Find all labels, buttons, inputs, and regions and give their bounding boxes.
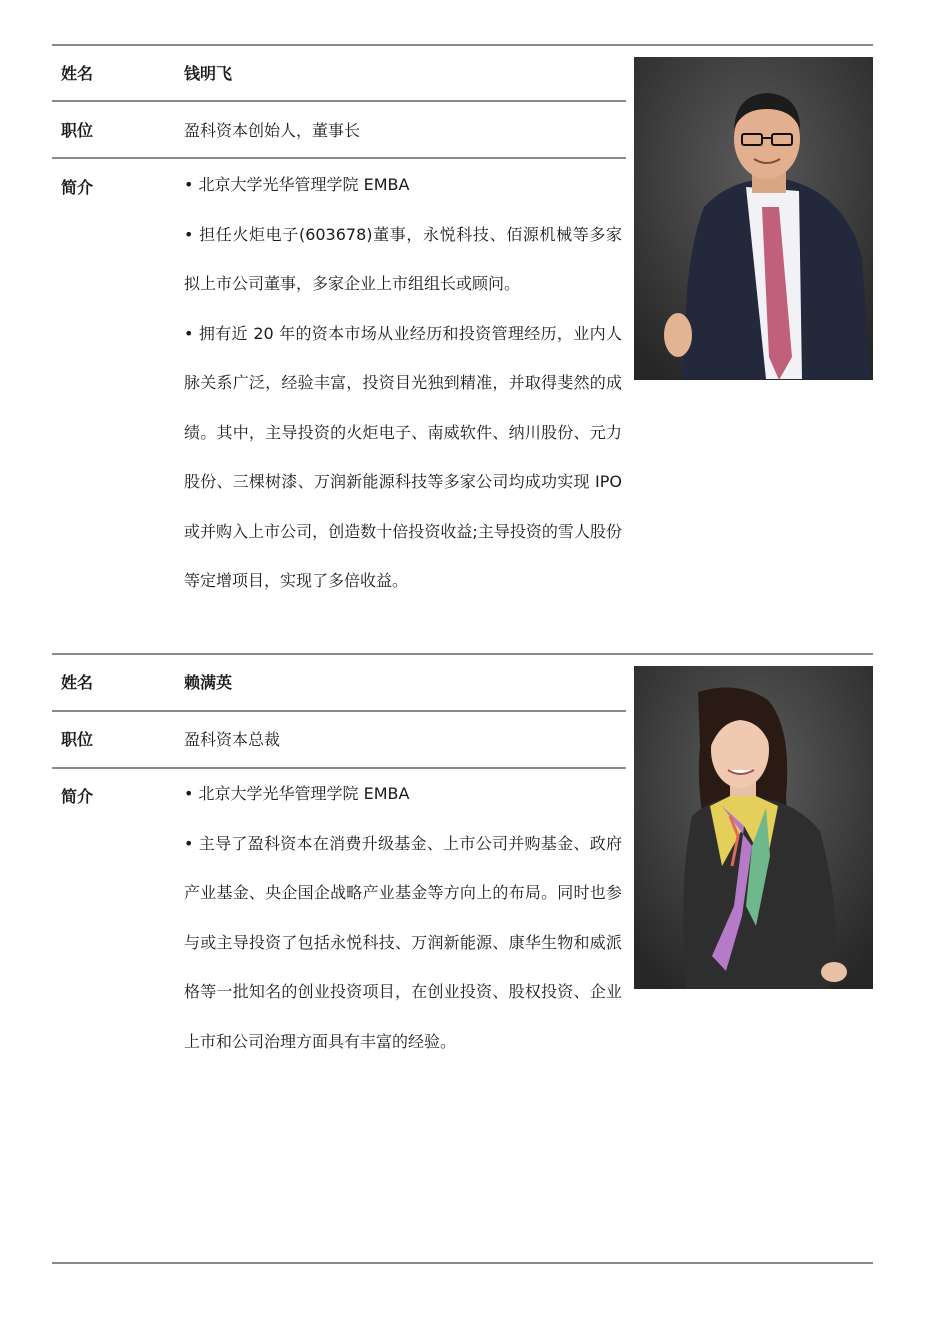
bio-text [184, 160, 622, 606]
bio-paragraph: • 北京大学光华管理学院 EMBA [184, 175, 410, 194]
portrait-photo [634, 57, 873, 380]
position-label: 职位 [61, 730, 94, 749]
position-label: 职位 [61, 121, 94, 140]
profile-card-1 [52, 44, 873, 604]
bio-text [184, 769, 622, 1066]
profile-card-2 [52, 653, 873, 1073]
name-label: 姓名 [61, 673, 94, 692]
footer-rule [52, 1262, 873, 1264]
position-value: 盈科资本创始人，董事长 [184, 121, 361, 140]
section-top-rule [52, 653, 873, 655]
row-divider [52, 157, 626, 159]
position-value: 盈科资本总裁 [184, 730, 281, 749]
section-top-rule [52, 44, 873, 46]
name-value: 钱明飞 [184, 64, 233, 83]
bio-label: 简介 [61, 178, 94, 197]
row-divider [52, 710, 626, 712]
name-label: 姓名 [61, 64, 94, 83]
bio-label: 简介 [61, 787, 94, 806]
row-divider [52, 100, 626, 102]
portrait-photo [634, 666, 873, 989]
name-value: 赖满英 [184, 673, 233, 692]
bio-paragraph: • 担任火炬电子(603678)董事，永悦科技、佰源机械等多家拟上市公司董事，多家企业上市组组长或顾问。 [184, 224, 622, 293]
bio-paragraph: • 北京大学光华管理学院 EMBA [184, 784, 410, 803]
bio-paragraph: • 主导了盈科资本在消费升级基金、上市公司并购基金、政府产业基金、央企国企战略产业基金等方向上的布局。同时也参与或主导投资了包括永悦科技、万润新能源、康华生物和威派格等一批知名的创业投资项目，在创业投资、股权投资、企业上市和公司治理方面具有丰富的经验。 [184, 833, 622, 1051]
bio-paragraph: • 拥有近 20 年的资本市场从业经历和投资管理经历，业内人脉关系广泛，经验丰富，投资目光独到精准，并取得斐然的成绩。其中，主导投资的火炬电子、南威软件、纳川股份、元力股份、三棵树漆、万润新能源科技等多家公司均成功实现 IPO 或并购入上市公司，创造数十倍投资收益;主导投资的雪人股份等定增项目，实现了多倍收益。 [184, 323, 622, 590]
